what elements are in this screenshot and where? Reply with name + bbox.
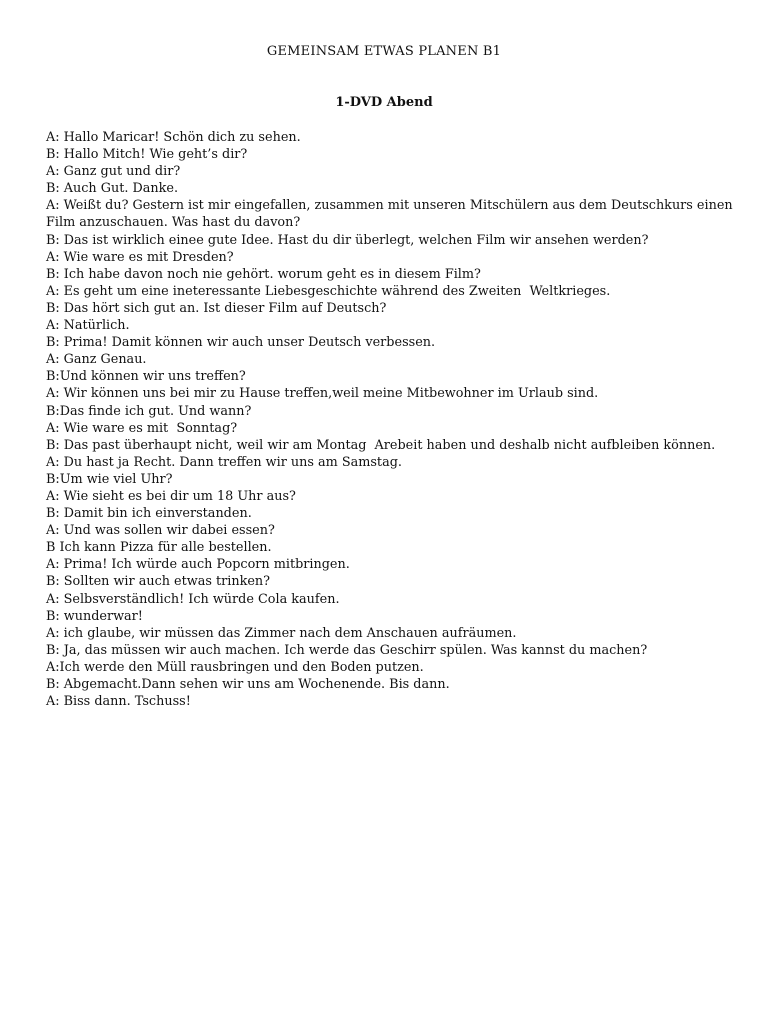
dialogue-line: B: Ja, das müssen wir auch machen. Ich werde das Geschirr spülen. Was kannst du machen? (46, 642, 648, 658)
dialogue-line: A: Hallo Maricar! Schön dich zu sehen. (46, 130, 301, 145)
dialogue-line: A: Wie ware es mit Dresden? (46, 249, 234, 265)
dialogue-line: B: Ich habe davon noch nie gehört. worum geht es in diesem Film? (46, 266, 481, 282)
dialogue-line: A: Ganz gut und dir? (46, 164, 181, 180)
dialogue-line: A: Wie ware es mit Sonntag? (46, 420, 238, 436)
dialogue-line: B Ich kann Pizza für alle bestellen. (46, 540, 272, 556)
dialogue-line: B: Damit bin ich einverstanden. (46, 506, 252, 522)
dialogue-line: A: ich glaube, wir müssen das Zimmer nach dem Anschauen aufräumen. (46, 625, 517, 641)
dialogue-line: A: Es geht um eine ineteressante Liebesgeschichte während des Zweiten Weltkrieges. (46, 283, 611, 299)
dialogue-line: B:Um wie viel Uhr? (46, 471, 173, 487)
dialogue-line: A: Natürlich. (46, 318, 130, 334)
dialogue-line: A:Ich werde den Müll rausbringen und den Boden putzen. (46, 659, 424, 675)
dialogue-line: B: Abgemacht.Dann sehen wir uns am Wochenende. Bis dann. (46, 677, 450, 692)
section-title: 1-DVD Abend (335, 95, 433, 110)
dialogue-line: A: Prima! Ich würde auch Popcorn mitbringen. (46, 557, 350, 573)
dialogue-line: B:Das finde ich gut. Und wann? (46, 403, 252, 419)
dialogue-list (46, 129, 736, 710)
dialogue-line: B: Hallo Mitch! Wie geht’s dir? (46, 147, 248, 163)
dialogue-line: A: Und was sollen wir dabei essen? (46, 523, 275, 539)
dialogue-line: B: Das ist wirklich einee gute Idee. Hast du dir überlegt, welchen Film wir ansehen werden? (46, 232, 649, 248)
dialogue-line: B: wunderwar! (46, 608, 143, 624)
dialogue-line: B: Auch Gut. Danke. (46, 181, 179, 197)
dialogue-line: B:Und können wir uns treffen? (46, 369, 246, 385)
dialogue-line: A: Ganz Genau. (46, 352, 147, 368)
dialogue-line: B: Prima! Damit können wir auch unser Deutsch verbessen. (46, 335, 436, 351)
dialogue-line: B: Das past überhaupt nicht, weil wir am Montag Arebeit haben und deshalb nicht aufbleiben können. (46, 437, 716, 453)
dialogue-line: A: Biss dann. Tschuss! (46, 694, 191, 710)
dialogue-line: A: Weißt du? Gestern ist mir eingefallen, zusammen mit unseren Mitschülern aus dem Deutschkurs einen Film anzuschauen. Was hast du davon? (46, 198, 737, 231)
dialogue-line: A: Wie sieht es bei dir um 18 Uhr aus? (46, 488, 296, 504)
document-title: GEMEINSAM ETWAS PLANEN B1 (266, 44, 502, 59)
dialogue-line: A: Du hast ja Recht. Dann treffen wir uns am Samstag. (46, 454, 402, 470)
dialogue-line: A: Selbsverständlich! Ich würde Cola kaufen. (46, 591, 340, 607)
dialogue-line: B: Sollten wir auch etwas trinken? (46, 574, 271, 590)
dialogue-line: B: Das hört sich gut an. Ist dieser Film auf Deutsch? (46, 300, 387, 316)
dialogue-line: A: Wir können uns bei mir zu Hause treffen,weil meine Mitbewohner im Urlaub sind. (46, 386, 599, 402)
